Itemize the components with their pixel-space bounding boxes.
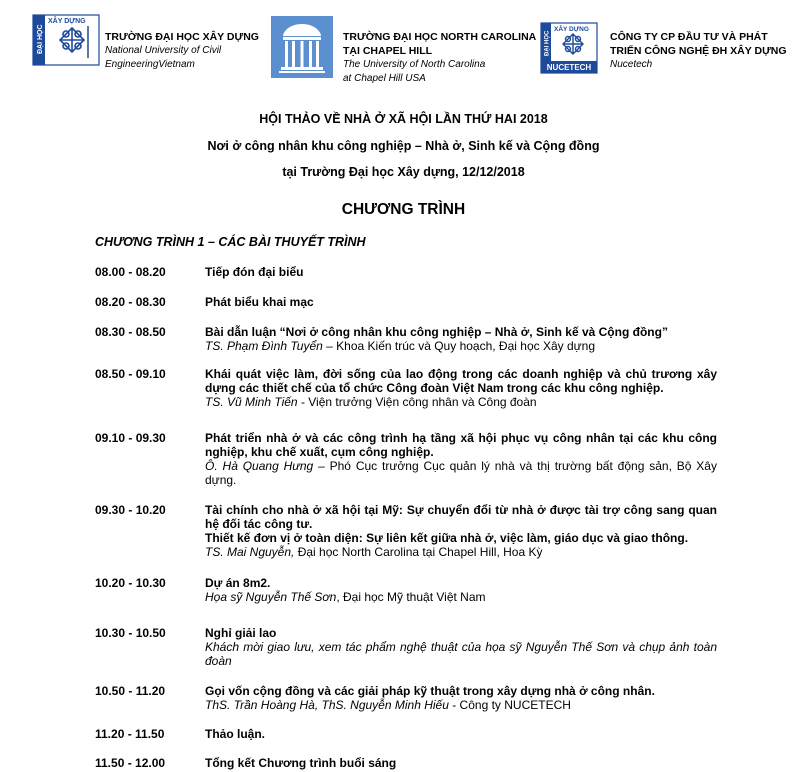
session-title: Nghỉ giải lao xyxy=(205,626,277,640)
logo-side-text: ĐẠI HỌC xyxy=(37,24,44,54)
speaker-affiliation: , Đại học Mỹ thuật Việt Nam xyxy=(336,590,486,604)
session-title: Phát triển nhà ở và các công trình hạ tầng xã hội phục vụ công nhân tại các khu công nghiệp, khu chế xuất, cụm công nghiệp. xyxy=(205,431,717,459)
speaker-line xyxy=(205,698,717,712)
time-slot: 08.00 - 08.20 xyxy=(95,265,166,279)
nucetech-logo xyxy=(540,22,598,74)
speaker-name: TS. Mai Nguyễn, xyxy=(205,545,295,559)
time-slot: 09.30 - 10.20 xyxy=(95,503,166,517)
session-title: Tổng kết Chương trình buổi sáng xyxy=(205,756,397,770)
time-slot: 08.20 - 08.30 xyxy=(95,295,166,309)
session-title: Bài dẫn luận “Nơi ở công nhân khu công nghiệp – Nhà ở, Sinh kế và Cộng đồng” xyxy=(205,325,668,339)
speaker-line xyxy=(205,590,717,604)
org-name-nucetech: CÔNG TY CP ĐẦU TƯ VÀ PHÁT TRIỂN CÔNG NGHỆ ĐH XÂY DỰNG xyxy=(610,31,787,57)
org-name-unc: TRƯỜNG ĐẠI HỌC NORTH CAROLINA TẠI CHAPEL HILL xyxy=(343,31,537,57)
nuce-logo xyxy=(32,14,100,66)
session-title: Dự án 8m2. xyxy=(205,576,271,590)
org-sub-nuce: National University of Civil EngineeringVietnam xyxy=(105,45,222,70)
conference-title: HỘI THẢO VỀ NHÀ Ở XÃ HỘI LẦN THỨ HAI 2018 xyxy=(259,112,548,126)
speaker-name: Họa sỹ Nguyễn Thế Sơn xyxy=(205,590,337,604)
speaker-name: ThS. Trần Hoàng Hà, ThS. Nguyễn Minh Hiếu xyxy=(205,698,449,712)
time-slot: 10.30 - 10.50 xyxy=(95,626,166,640)
time-slot: 08.50 - 09.10 xyxy=(95,367,166,381)
logo-top-text: XÂY DỰNG xyxy=(48,18,86,25)
time-slot: 08.30 - 08.50 xyxy=(95,325,166,339)
speaker-affiliation: Đại học North Carolina tại Chapel Hill, Hoa Kỳ xyxy=(294,545,543,559)
speaker-affiliation: – Phó Cục trưởng Cục quản lý nhà và thị trường bất động sản, Bộ Xây dựng. xyxy=(205,459,717,487)
speaker-line xyxy=(205,395,717,409)
speaker-line xyxy=(205,339,717,353)
speaker-line xyxy=(205,545,717,559)
org-sub-unc: The University of North Carolina at Chapel Hill USA xyxy=(343,59,486,84)
org-sub-nucetech: Nucetech xyxy=(610,59,653,70)
time-slot: 11.50 - 12.00 xyxy=(95,756,166,770)
speaker-name: TS. Phạm Đình Tuyển xyxy=(205,339,323,353)
conference-subtitle: Nơi ở công nhân khu công nghiệp – Nhà ở, Sinh kế và Cộng đồng xyxy=(207,139,600,153)
speaker-line xyxy=(205,459,717,487)
session-title: Gọi vốn cộng đồng và các giải pháp kỹ thuật trong xây dựng nhà ở công nhân. xyxy=(205,684,655,698)
org-name-nuce: TRƯỜNG ĐẠI HỌC XÂY DỰNG xyxy=(105,31,259,43)
speaker-name: TS. Vũ Minh Tiến xyxy=(205,395,298,409)
logo-side-text: ĐẠI HỌC xyxy=(544,30,551,56)
session-title-2: Thiết kế đơn vị ở toàn diện: Sự liên kết giữa nhà ở, việc làm, giáo dục và giao thông. xyxy=(205,531,689,545)
speaker-affiliation: - Viện trưởng Viện công nhân và Công đoàn xyxy=(297,395,537,409)
speaker-name: Ô. Hà Quang Hưng xyxy=(205,459,314,473)
program-section-title: CHƯƠNG TRÌNH 1 – CÁC BÀI THUYẾT TRÌNH xyxy=(95,235,366,249)
session-title: Tiếp đón đại biểu xyxy=(205,265,304,279)
time-slot: 11.20 - 11.50 xyxy=(95,727,165,741)
time-slot: 10.50 - 11.20 xyxy=(95,684,166,698)
unc-logo xyxy=(271,16,333,78)
session-title: Khái quát việc làm, đời sống của lao động trong các doanh nghiệp và chủ trương xây dựng các thiết chế của tổ chức Công đoàn Việt Nam trong các khu công nghiệp. xyxy=(205,367,717,395)
logo-bottom-text: NUCETECH xyxy=(546,63,592,72)
session-note: Khách mời giao lưu, xem tác phẩm nghệ thuật của họa sỹ Nguyễn Thế Sơn và chụp ảnh toàn đoàn xyxy=(205,640,717,668)
time-slot: 09.10 - 09.30 xyxy=(95,431,166,445)
conference-venue-date: tại Trường Đại học Xây dựng, 12/12/2018 xyxy=(282,165,525,179)
session-title: Thảo luận. xyxy=(205,727,265,741)
speaker-affiliation: - Công ty NUCETECH xyxy=(448,698,571,712)
program-heading: CHƯƠNG TRÌNH xyxy=(341,201,466,218)
time-slot: 10.20 - 10.30 xyxy=(95,576,166,590)
speaker-affiliation: – Khoa Kiến trúc và Quy hoạch, Đại học Xây dựng xyxy=(322,339,596,353)
logo-top-text: XÂY DỰNG xyxy=(554,26,589,33)
session-title: Phát biểu khai mạc xyxy=(205,295,314,309)
session-title: Tài chính cho nhà ở xã hội tại Mỹ: Sự chuyển đổi từ nhà ở được tài trợ công sang quan hệ đối tác công tư. xyxy=(205,503,717,531)
